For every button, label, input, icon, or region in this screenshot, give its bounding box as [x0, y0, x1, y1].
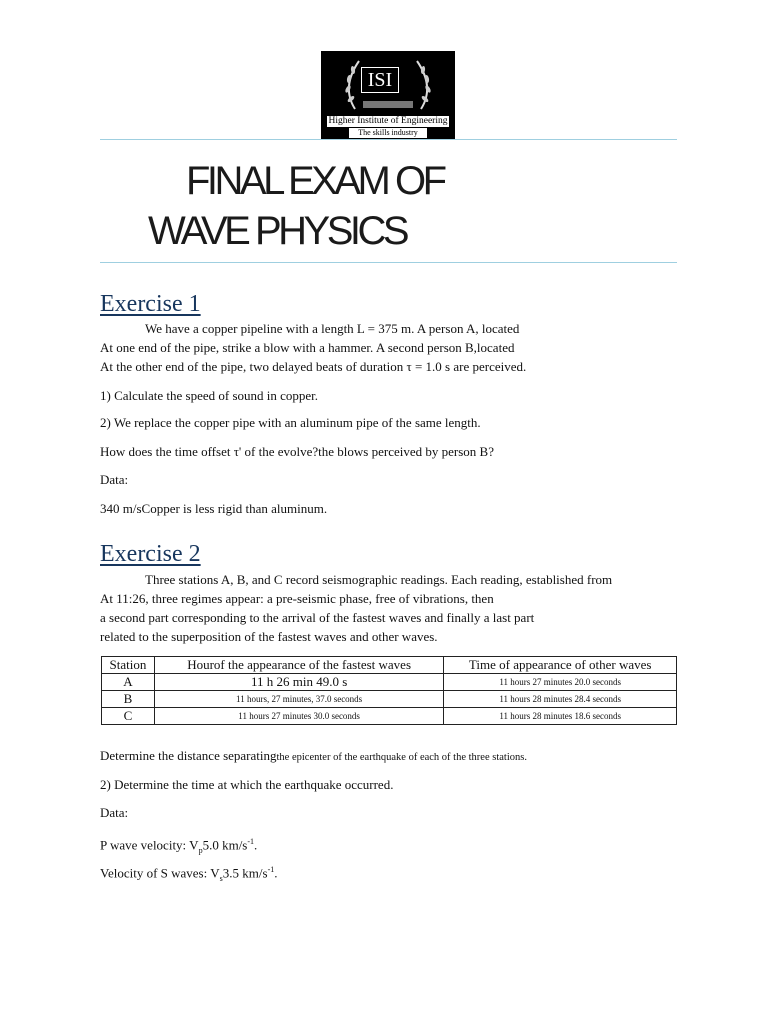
table-cell: C [102, 708, 155, 725]
table-cell: 11 hours 28 minutes 18.6 seconds [444, 708, 677, 725]
p-wave-exponent: -1 [247, 837, 255, 846]
p-wave-value: 5.0 km/s [202, 837, 248, 853]
s-wave-exponent: -1 [267, 865, 275, 874]
exercise-1-question-1: 1) Calculate the speed of sound in copper. [100, 388, 319, 403]
p-wave-prefix: P wave velocity: V [100, 837, 199, 853]
table-row [102, 708, 677, 725]
table-cell: 11 hours 28 minutes 28.4 seconds [444, 691, 677, 708]
table-cell: 11 hours 27 minutes 20.0 seconds [444, 674, 677, 691]
exercise-2-question-1 [100, 748, 527, 766]
exercise-1-question-3: How does the time offset τ' of the evolve?the blows perceived by person B? [100, 444, 494, 459]
title-line-2: WAVE PHYSICS [148, 209, 407, 253]
table-cell: 11 h 26 min 49.0 s [154, 674, 443, 691]
logo-tagline: The skills industry [349, 128, 427, 138]
table-header: Station [102, 657, 155, 674]
s-wave-subscript: s [219, 873, 223, 883]
table-cell: 11 hours, 27 minutes, 37.0 seconds [154, 691, 443, 708]
s-wave-end: . [274, 865, 278, 881]
table-row [102, 691, 677, 708]
s-wave-value: 3.5 km/s [222, 865, 268, 881]
logo-abbreviation: ISI [361, 67, 399, 93]
exercise-1-line: At one end of the pipe, strike a blow with a hammer. A second person B,located [100, 340, 515, 355]
exercise-2-line: At 11:26, three regimes appear: a pre-seismic phase, free of vibrations, then [100, 591, 494, 606]
title-line-1: FINAL EXAM OF [186, 159, 444, 203]
exercise-1-line: We have a copper pipeline with a length L = 375 m. A person A, located [145, 321, 520, 336]
exercise-1-question-2: 2) We replace the copper pipe with an aluminum pipe of the same length. [100, 415, 481, 430]
institute-logo [321, 51, 455, 139]
exercise-2-line: a second part corresponding to the arrival of the fastest waves and finally a last part [100, 610, 535, 625]
seismograph-table [101, 656, 677, 725]
table-header-row [102, 657, 677, 674]
exercise-1-line: At the other end of the pipe, two delayed beats of duration τ = 1.0 s are perceived. [100, 359, 527, 374]
table-header: Hourof the appearance of the fastest waves [154, 657, 443, 674]
exercise-2-heading: Exercise 2 [100, 541, 201, 567]
table-row [102, 674, 677, 691]
p-wave-subscript: p [198, 845, 203, 855]
table-cell: B [102, 691, 155, 708]
logo-institute-name: Higher Institute of Engineering [328, 116, 448, 126]
exercise-1-data-label: Data: [100, 472, 129, 487]
p-wave-velocity [100, 834, 257, 859]
table-header: Time of appearance of other waves [444, 657, 677, 674]
top-divider [100, 139, 677, 140]
question-1-end: the epicenter of the earthquake of each of the three stations. [276, 752, 527, 763]
exercise-2-data-label: Data: [100, 805, 129, 820]
exercise-2-line: related to the superposition of the fastest waves and other waves. [100, 629, 438, 644]
bottom-divider [100, 262, 677, 263]
question-1-start: Determine the distance separating [100, 748, 277, 763]
table-cell: 11 hours 27 minutes 30.0 seconds [154, 708, 443, 725]
exercise-1-data-line: 340 m/sCopper is less rigid than aluminum. [100, 501, 328, 516]
table-cell: A [102, 674, 155, 691]
s-wave-velocity [100, 862, 277, 887]
exercise-2-question-2: 2) Determine the time at which the earthquake occurred. [100, 777, 394, 792]
s-wave-prefix: Velocity of S waves: V [100, 865, 220, 881]
p-wave-end: . [254, 837, 258, 853]
exercise-2-line: Three stations A, B, and C record seismographic readings. Each reading, established from [145, 572, 613, 587]
exercise-1-heading: Exercise 1 [100, 291, 201, 317]
